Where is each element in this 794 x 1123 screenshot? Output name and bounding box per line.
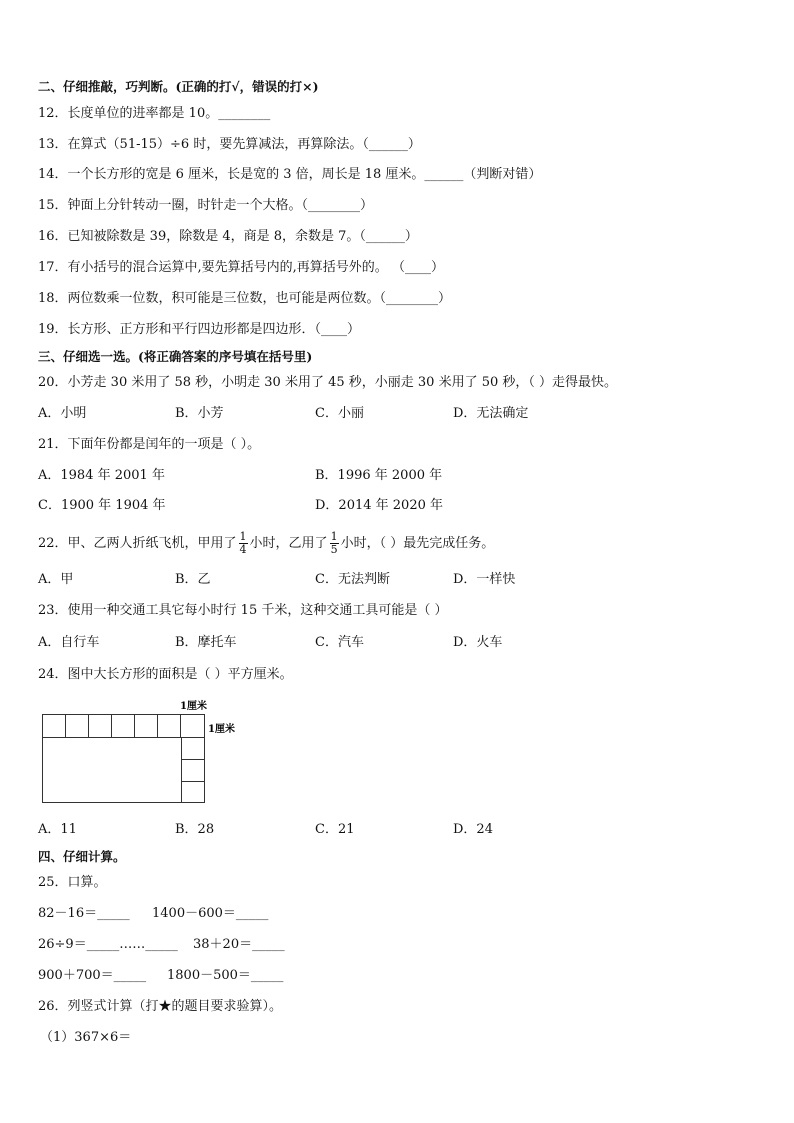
q22-option-a: A．甲 [38, 572, 74, 587]
section-2-heading: 二、仔细推敲，巧判断。(正确的打√，错误的打×) [38, 79, 319, 94]
vertical-calc-1: （1）367×6＝ [40, 1030, 132, 1045]
judge-question-17: 17．有小括号的混合运算中,要先算括号内的,再算括号外的。 （____） [38, 260, 444, 275]
question-23-stem: 23．使用一种交通工具它每小时行 15 千米，这种交通工具可能是（ ） [38, 603, 448, 618]
question-24-stem: 24．图中大长方形的面积是（ ）平方厘米。 [38, 667, 293, 682]
fraction-one-quarter: $\frac{1}{4}$ [239, 530, 247, 556]
judge-question-15: 15．钟面上分针转动一圈，时针走一个大格。（________） [38, 198, 374, 213]
judge-question-12: 12．长度单位的进率都是 10。________ [38, 106, 271, 121]
q23-option-a: A．自行车 [38, 635, 100, 650]
figure-label-right: 1厘米 [208, 724, 235, 735]
q22-option-b: B．乙 [175, 572, 211, 587]
q23-option-d: D．火车 [453, 635, 503, 650]
question-25-stem: 25．口算。 [38, 875, 107, 890]
mental-calc-5: 900＋700＝_____ [38, 968, 147, 983]
q24-option-a: A．11 [38, 822, 77, 837]
q20-option-a: A．小明 [38, 406, 87, 421]
q24-option-d: D．24 [453, 822, 493, 837]
mental-calc-6: 1800－500＝_____ [167, 968, 284, 983]
judge-question-18: 18．两位数乘一位数，积可能是三位数，也可能是两位数。（________） [38, 291, 452, 306]
judge-question-13: 13．在算式（51-15）÷6 时，要先算减法，再算除法。（______） [38, 137, 421, 152]
rectangle-grid-figure [38, 696, 248, 808]
q21-option-a: A．1984 年 2001 年 [38, 468, 165, 483]
q21-option-c: C．1900 年 1904 年 [38, 498, 166, 513]
question-21-stem: 21．下面年份都是闰年的一项是（ ）。 [38, 437, 261, 452]
q24-option-c: C．21 [315, 822, 355, 837]
q22-suffix: 小时，（ ）最先完成任务。 [340, 536, 495, 551]
judge-question-16: 16．已知被除数是 39，除数是 4，商是 8，余数是 7。（______） [38, 229, 418, 244]
q20-option-c: C．小丽 [315, 406, 364, 421]
mental-calc-4: 38＋20＝_____ [193, 937, 285, 952]
q21-option-d: D．2014 年 2020 年 [315, 498, 443, 513]
q22-option-c: C．无法判断 [315, 572, 390, 587]
q23-option-c: C．汽车 [315, 635, 364, 650]
mental-calc-3: 26÷9＝_____……_____ [38, 937, 178, 952]
q20-option-b: B．小芳 [175, 406, 224, 421]
judge-question-19: 19．长方形、正方形和平行四边形都是四边形．（____） [38, 322, 361, 337]
figure-label-top: 1厘米 [180, 701, 207, 712]
q24-option-b: B．28 [175, 822, 215, 837]
section-4-heading: 四、仔细计算。 [38, 849, 126, 864]
fraction-one-fifth: $\frac{1}{5}$ [330, 530, 338, 556]
q20-option-d: D．无法确定 [453, 406, 529, 421]
question-26-stem: 26．列竖式计算（打★的题目要求验算）。 [38, 999, 283, 1014]
mental-calc-1: 82－16＝_____ [38, 906, 130, 921]
q23-option-b: B．摩托车 [175, 635, 237, 650]
q22-prefix: 22．甲、乙两人折纸飞机，甲用了 [38, 536, 237, 551]
q21-option-b: B．1996 年 2000 年 [315, 468, 443, 483]
question-20-stem: 20．小芳走 30 米用了 58 秒，小明走 30 米用了 45 秒，小丽走 30 米用了 50 秒，（ ）走得最快。 [38, 375, 618, 390]
judge-question-14: 14．一个长方形的宽是 6 厘米，长是宽的 3 倍，周长是 18 厘米。______（判断对错） [38, 167, 542, 182]
mental-calc-2: 1400－600＝_____ [152, 906, 269, 921]
section-3-heading: 三、仔细选一选。(将正确答案的序号填在括号里) [38, 349, 313, 364]
q22-option-d: D．一样快 [453, 572, 516, 587]
q22-middle: 小时，乙用了 [249, 536, 328, 551]
question-22-stem [38, 527, 494, 561]
